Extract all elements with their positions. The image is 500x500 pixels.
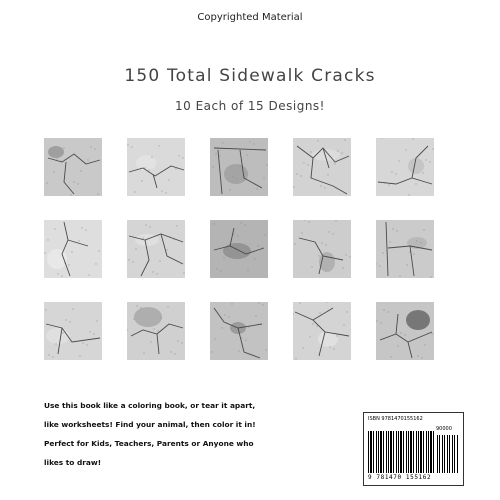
speckle [423,229,424,230]
speckle [420,242,421,243]
speckle [342,267,343,268]
speckle [429,161,430,162]
speckle [244,224,245,225]
sidewalk-crack-thumbnail [127,220,185,278]
stain-patch [46,328,70,344]
speckle [332,233,333,234]
speckle [165,192,166,193]
speckle [159,260,160,261]
crack-line [214,228,264,254]
speckle [404,334,405,335]
speckle [140,307,141,308]
speckle [416,240,417,241]
speckle [376,320,377,321]
sidewalk-crack-thumbnail [127,138,185,196]
crack-texture-image [293,220,351,278]
stain-patch [408,158,424,174]
crack-texture-image [127,220,185,278]
stain-patch [134,307,162,327]
crack-texture-image [127,302,185,360]
crack-line [131,324,183,354]
speckle [341,152,342,153]
speckle [221,327,222,328]
sidewalk-crack-thumbnail [44,220,102,278]
speckle [265,349,266,350]
speckle [78,240,79,241]
crack-texture-image [210,220,268,278]
speckle [262,304,263,305]
isbn-digits: 9 781470 155162 [368,474,432,481]
speckle [376,263,377,264]
speckle [431,333,432,334]
sidewalk-crack-thumbnail [376,220,434,278]
stain-patch [48,146,64,158]
crack-thumbnail-grid [44,138,434,360]
speckle [414,310,415,311]
blurb-line: likes to draw! [44,458,102,467]
speckle [399,275,400,276]
speckle [98,250,99,251]
speckle [236,178,237,179]
sidewalk-crack-thumbnail [210,138,268,196]
speckle [127,329,128,330]
speckle [73,181,74,182]
speckle [182,157,183,158]
speckle [329,346,330,347]
speckle [334,163,335,164]
crack-texture-image [44,302,102,360]
speckle [324,187,325,188]
speckle [167,306,168,307]
speckle [94,148,95,149]
speckle [413,253,414,254]
description-blurb [44,396,344,472]
speckle [397,345,398,346]
speckle [249,141,250,142]
speckle [379,265,380,266]
speckle [333,348,334,349]
speckle [166,249,167,250]
speckle [318,255,319,256]
speckle [335,220,336,221]
sidewalk-crack-thumbnail [293,138,351,196]
speckle [156,273,157,274]
speckle [55,343,56,344]
speckle [72,308,73,309]
speckle [170,351,171,352]
speckle [407,321,408,322]
speckle [396,230,397,231]
speckle [382,252,383,253]
speckle [46,182,47,183]
speckle [178,155,179,156]
speckle [175,168,176,169]
speckle [388,184,389,185]
speckle [255,315,256,316]
speckle [405,149,406,150]
speckle [133,318,134,319]
speckle [421,357,422,358]
speckle [57,273,58,274]
crack-line [48,154,100,194]
speckle [389,241,390,242]
speckle [430,276,431,277]
speckle [80,170,81,171]
speckle [89,331,90,332]
speckle [88,274,89,275]
speckle [220,270,221,271]
speckle [240,222,241,223]
page-subtitle: 10 Each of 15 Designs! [175,99,325,113]
speckle [85,229,86,230]
sidewalk-crack-thumbnail [44,138,102,196]
speckle [345,254,346,255]
blurb-line: like worksheets! Find your animal, then color it in! [44,420,256,429]
speckle [400,332,401,333]
speckle [293,186,294,187]
speckle [266,164,267,165]
speckle [256,188,257,189]
speckle [90,146,91,147]
crack-line [295,308,349,356]
speckle [312,323,313,324]
speckle [336,335,337,336]
speckle [387,311,388,312]
speckle [245,339,246,340]
speckle [68,264,69,265]
speckle [424,344,425,345]
speckle [247,269,248,270]
speckle [79,355,80,356]
speckle [309,336,310,337]
speckle [63,147,64,148]
speckle [408,194,409,195]
speckle [264,234,265,235]
speckle [238,350,239,351]
speckle [44,138,45,139]
speckle [97,193,98,194]
speckle [150,341,151,342]
speckle [96,320,97,321]
speckle [222,142,223,143]
speckle [300,175,301,176]
crack-texture-image [376,302,434,360]
speckle [141,180,142,181]
crack-line [386,222,432,276]
speckle [183,272,184,273]
speckle [241,337,242,338]
speckle [319,312,320,313]
crack-texture-image [44,220,102,278]
speckle [142,237,143,238]
speckle [212,166,213,167]
speckle [398,160,399,161]
speckle [425,159,426,160]
speckle [310,151,311,152]
sidewalk-crack-thumbnail [376,302,434,360]
speckle [95,263,96,264]
speckle [258,302,259,303]
speckle [432,148,433,149]
speckle [253,143,254,144]
speckle [344,139,345,140]
speckle [177,340,178,341]
speckle [71,251,72,252]
sidewalk-crack-thumbnail [44,302,102,360]
stain-patch [224,164,248,184]
speckle [263,177,264,178]
crack-texture-image [210,138,268,196]
speckle [417,355,418,356]
speckle [415,183,416,184]
price-code: 90000 [436,426,452,432]
speckle [325,244,326,245]
sidewalk-crack-thumbnail [210,302,268,360]
blurb-line: Use this book like a coloring book, or tear it apart, [44,401,256,410]
speckle [128,259,129,260]
speckle [346,311,347,312]
speckle [391,171,392,172]
speckle [176,225,177,226]
crack-texture-image [293,138,351,196]
speckle [149,226,150,227]
speckle [214,338,215,339]
speckle [223,257,224,258]
speckle [174,353,175,354]
speckle [145,224,146,225]
speckle [168,179,169,180]
speckle [136,305,137,306]
speckle [296,173,297,174]
sidewalk-crack-thumbnail [127,302,185,360]
speckle [254,258,255,259]
speckle [134,191,135,192]
speckle [395,173,396,174]
speckle [392,228,393,229]
speckle [219,155,220,156]
barcode-bars [368,431,434,473]
speckle [152,271,153,272]
copyright-watermark: Copyrighted Material [197,12,303,23]
speckle [381,138,382,139]
speckle [311,266,312,267]
speckle [161,190,162,191]
crack-texture-image [376,220,434,278]
speckle [343,324,344,325]
speckle [326,302,327,303]
speckle [294,243,295,244]
speckle [320,185,321,186]
speckle [228,316,229,317]
speckle [61,275,62,276]
speckle [302,347,303,348]
speckle [93,333,94,334]
speckle [237,235,238,236]
speckle [48,354,49,355]
crack-texture-image [376,138,434,196]
speckle [181,342,182,343]
speckle [69,321,70,322]
speckle [143,352,144,353]
speckle [151,156,152,157]
speckle [328,231,329,232]
speckle [232,176,233,177]
speckle [224,314,225,315]
speckle [383,309,384,310]
speckle [299,302,300,303]
stain-patch [223,243,251,259]
speckle [216,268,217,269]
speckle [44,252,45,253]
blurb-line: Perfect for Kids, Teachers, Parents or Anyone who [44,439,254,448]
speckle [229,189,230,190]
speckle [308,221,309,222]
speckle [349,256,350,257]
speckle [62,332,63,333]
speckle [65,319,66,320]
speckle [316,325,317,326]
speckle [257,245,258,246]
speckle [239,165,240,166]
speckle [135,248,136,249]
sidewalk-crack-thumbnail [376,138,434,196]
speckle [307,164,308,165]
speckle [157,330,158,331]
speckle [327,174,328,175]
speckle [301,232,302,233]
speckle [215,153,216,154]
speckle [127,144,128,145]
speckle [293,313,294,314]
speckle [422,172,423,173]
speckle [47,239,48,240]
stain-patch [406,310,430,330]
speckle [233,233,234,234]
crack-line [62,222,88,276]
speckle [246,154,247,155]
crack-texture-image [210,302,268,360]
speckle [77,183,78,184]
stain-patch [136,155,156,171]
speckle [317,140,318,141]
speckle [380,322,381,323]
crack-texture-image [44,138,102,196]
speckle [53,171,54,172]
price-barcode-bars [437,435,459,473]
speckle [81,227,82,228]
speckle [213,223,214,224]
speckle [132,261,133,262]
speckle [87,159,88,160]
crack-texture-image [127,138,185,196]
page-title: 150 Total Sidewalk Cracks [124,66,376,86]
speckle [231,303,232,304]
speckle [70,194,71,195]
speckle [304,220,305,221]
speckle [82,342,83,343]
speckle [153,328,154,329]
speckle [295,358,296,359]
speckle [321,242,322,243]
sidewalk-crack-thumbnail [210,220,268,278]
sidewalk-crack-thumbnail [293,302,351,360]
speckle [45,309,46,310]
speckle [337,150,338,151]
speckle [303,162,304,163]
speckle [148,169,149,170]
crack-texture-image [293,302,351,360]
speckle [390,356,391,357]
speckle [412,138,413,139]
speckle [158,145,159,146]
isbn-label: ISBN 9781470155162 [368,416,423,422]
isbn-barcode [363,412,464,486]
speckle [86,344,87,345]
speckle [211,351,212,352]
speckle [56,158,57,159]
speckle [406,264,407,265]
speckle [131,146,132,147]
sidewalk-crack-thumbnail [293,220,351,278]
speckle [52,356,53,357]
speckle [54,228,55,229]
speckle [160,317,161,318]
